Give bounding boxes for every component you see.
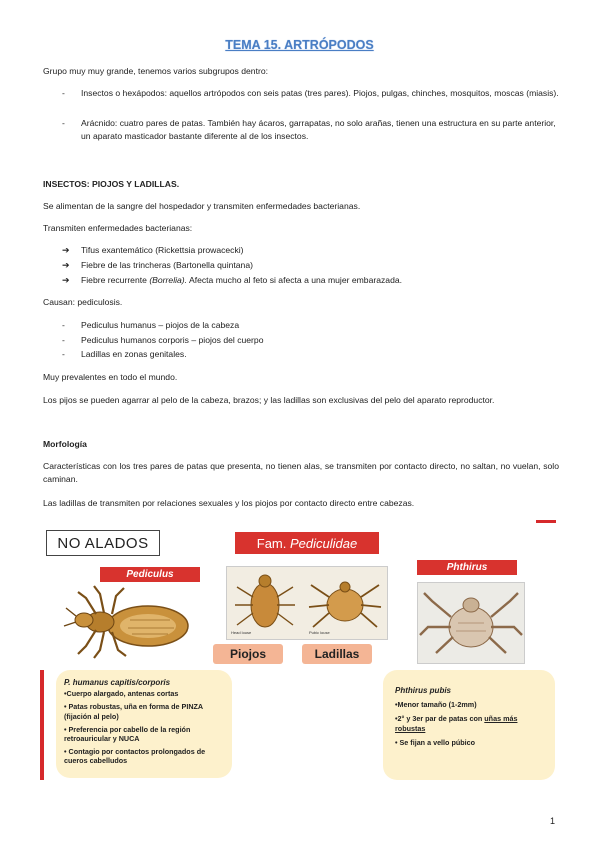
photo-caption-pubic: Pubic louse [309,630,330,635]
arrow-item-italic: (Borrelia). [149,275,188,285]
card-text [64,678,226,766]
figure-pediculidae [40,520,560,785]
arrow-icon: ➔ [62,275,70,285]
fam-pediculidae-label [235,532,379,554]
bullet-aracnido: Arácnido: cuatro pares de patas. También hay ácaros, garrapatas, no solo arañas, tienen una estructura en su parte anterior, un aparato masticador bastante diferente al de los insectos. [81,118,556,141]
arrow-icon: ➔ [62,245,70,255]
paragraph: Los pijos se pueden agarrar al pelo de la cabeza, brazos; y las ladillas son exclusivas del pelo del aparato reproductor. [43,395,495,405]
arrow-item [81,274,402,287]
card-item: •Cuerpo alargado, antenas cortas [64,689,179,699]
lice-comparison-drawing [227,567,387,639]
paragraph: Causan: pediculosis. [43,297,123,307]
arrow-item: Fiebre de las trincheras (Bartonella quintana) [81,260,253,270]
page-title: TEMA 15. ARTRÓPODOS [225,38,374,52]
lice-comparison-photo [226,566,388,640]
phthirus-label: Phthirus [417,560,517,575]
decor-red-bar [536,520,556,523]
bullet-item: Pediculus humanus – piojos de la cabeza [81,320,240,330]
pediculus-info-card [56,670,232,778]
fam-prefix: Fam. [256,535,287,551]
paragraph: Características con los tres pares de patas que presenta, no tienen alas, se transmiten por contacto directo, no saltan, no vuelan, solo caminan. [43,461,559,484]
paragraph: Las ladillas de transmiten por relaciones sexuales y los piojos por contacto directo entre cabezas. [43,498,415,508]
bullet-item: Ladillas en zonas genitales. [81,349,187,359]
phthirus-drawing [418,583,524,663]
card-item: •Menor tamaño (1-2mm) [395,700,477,710]
paragraph: Transmiten enfermedades bacterianas: [43,223,193,233]
card-item [395,714,547,732]
arrow-icon: ➔ [62,260,70,270]
fam-name: Pediculidae [290,535,358,551]
paragraph: Muy prevalentes en todo el mundo. [43,372,178,382]
piojos-label: Piojos [213,644,283,664]
card-title: P. humanus capitis/corporis [64,678,171,687]
phthirus-photo [417,582,525,664]
card-item-underlined: uñas más robustas [395,714,518,733]
card-item: • Preferencia por cabello de la región retroauricular y NUCA [64,724,191,744]
card-title: Phthirus pubis [395,686,451,695]
dash-marker: - [62,320,65,330]
card-text [395,686,547,747]
pediculus-label: Pediculus [100,567,200,582]
section-heading-morfologia: Morfología [43,439,87,449]
photo-caption-head: Head louse [231,630,252,635]
card-item: • Patas robustas, uña en forma de PINZA (fijación al pelo) [64,702,203,721]
arrow-item-text: Fiebre recurrente [81,275,150,285]
card-item: • Se fijan a vello púbico [395,737,475,747]
dash-marker: - [62,349,65,359]
decor-red-bar [40,670,44,780]
ladillas-label: Ladillas [302,644,372,664]
arrow-item-text: Afecta mucho al feto si afecta a una mujer embarazada. [187,275,403,285]
section-heading-insectos: INSECTOS: PIOJOS Y LADILLAS. [43,179,180,189]
dash-marker: - [62,88,65,98]
dash-marker: - [62,118,65,128]
page-number: 1 [549,816,555,826]
intro-text: Grupo muy muy grande, tenemos varios subgrupos dentro: [43,66,268,76]
phthirus-info-card [383,670,555,780]
arrow-item: Tifus exantemático (Rickettsia prowacecki) [81,245,244,255]
no-alados-label: NO ALADOS [46,530,160,556]
dash-marker: - [62,335,65,345]
pediculus-image [60,582,210,662]
bullet-insectos: Insectos o hexápodos: aquellos artrópodos con seis patas (tres pares). Piojos, pulgas, chinches, mosquitos, moscas (miasis). [81,88,559,98]
bullet-item: Pediculus humanos corporis – piojos del cuerpo [81,335,264,345]
card-item-text: •2° y 3er par de patas con [395,714,485,724]
card-item: • Contagio por contactos prolongados de cueros cabelludos [64,747,206,766]
paragraph: Se alimentan de la sangre del hospedador y transmiten enfermedades bacterianas. [43,201,361,211]
